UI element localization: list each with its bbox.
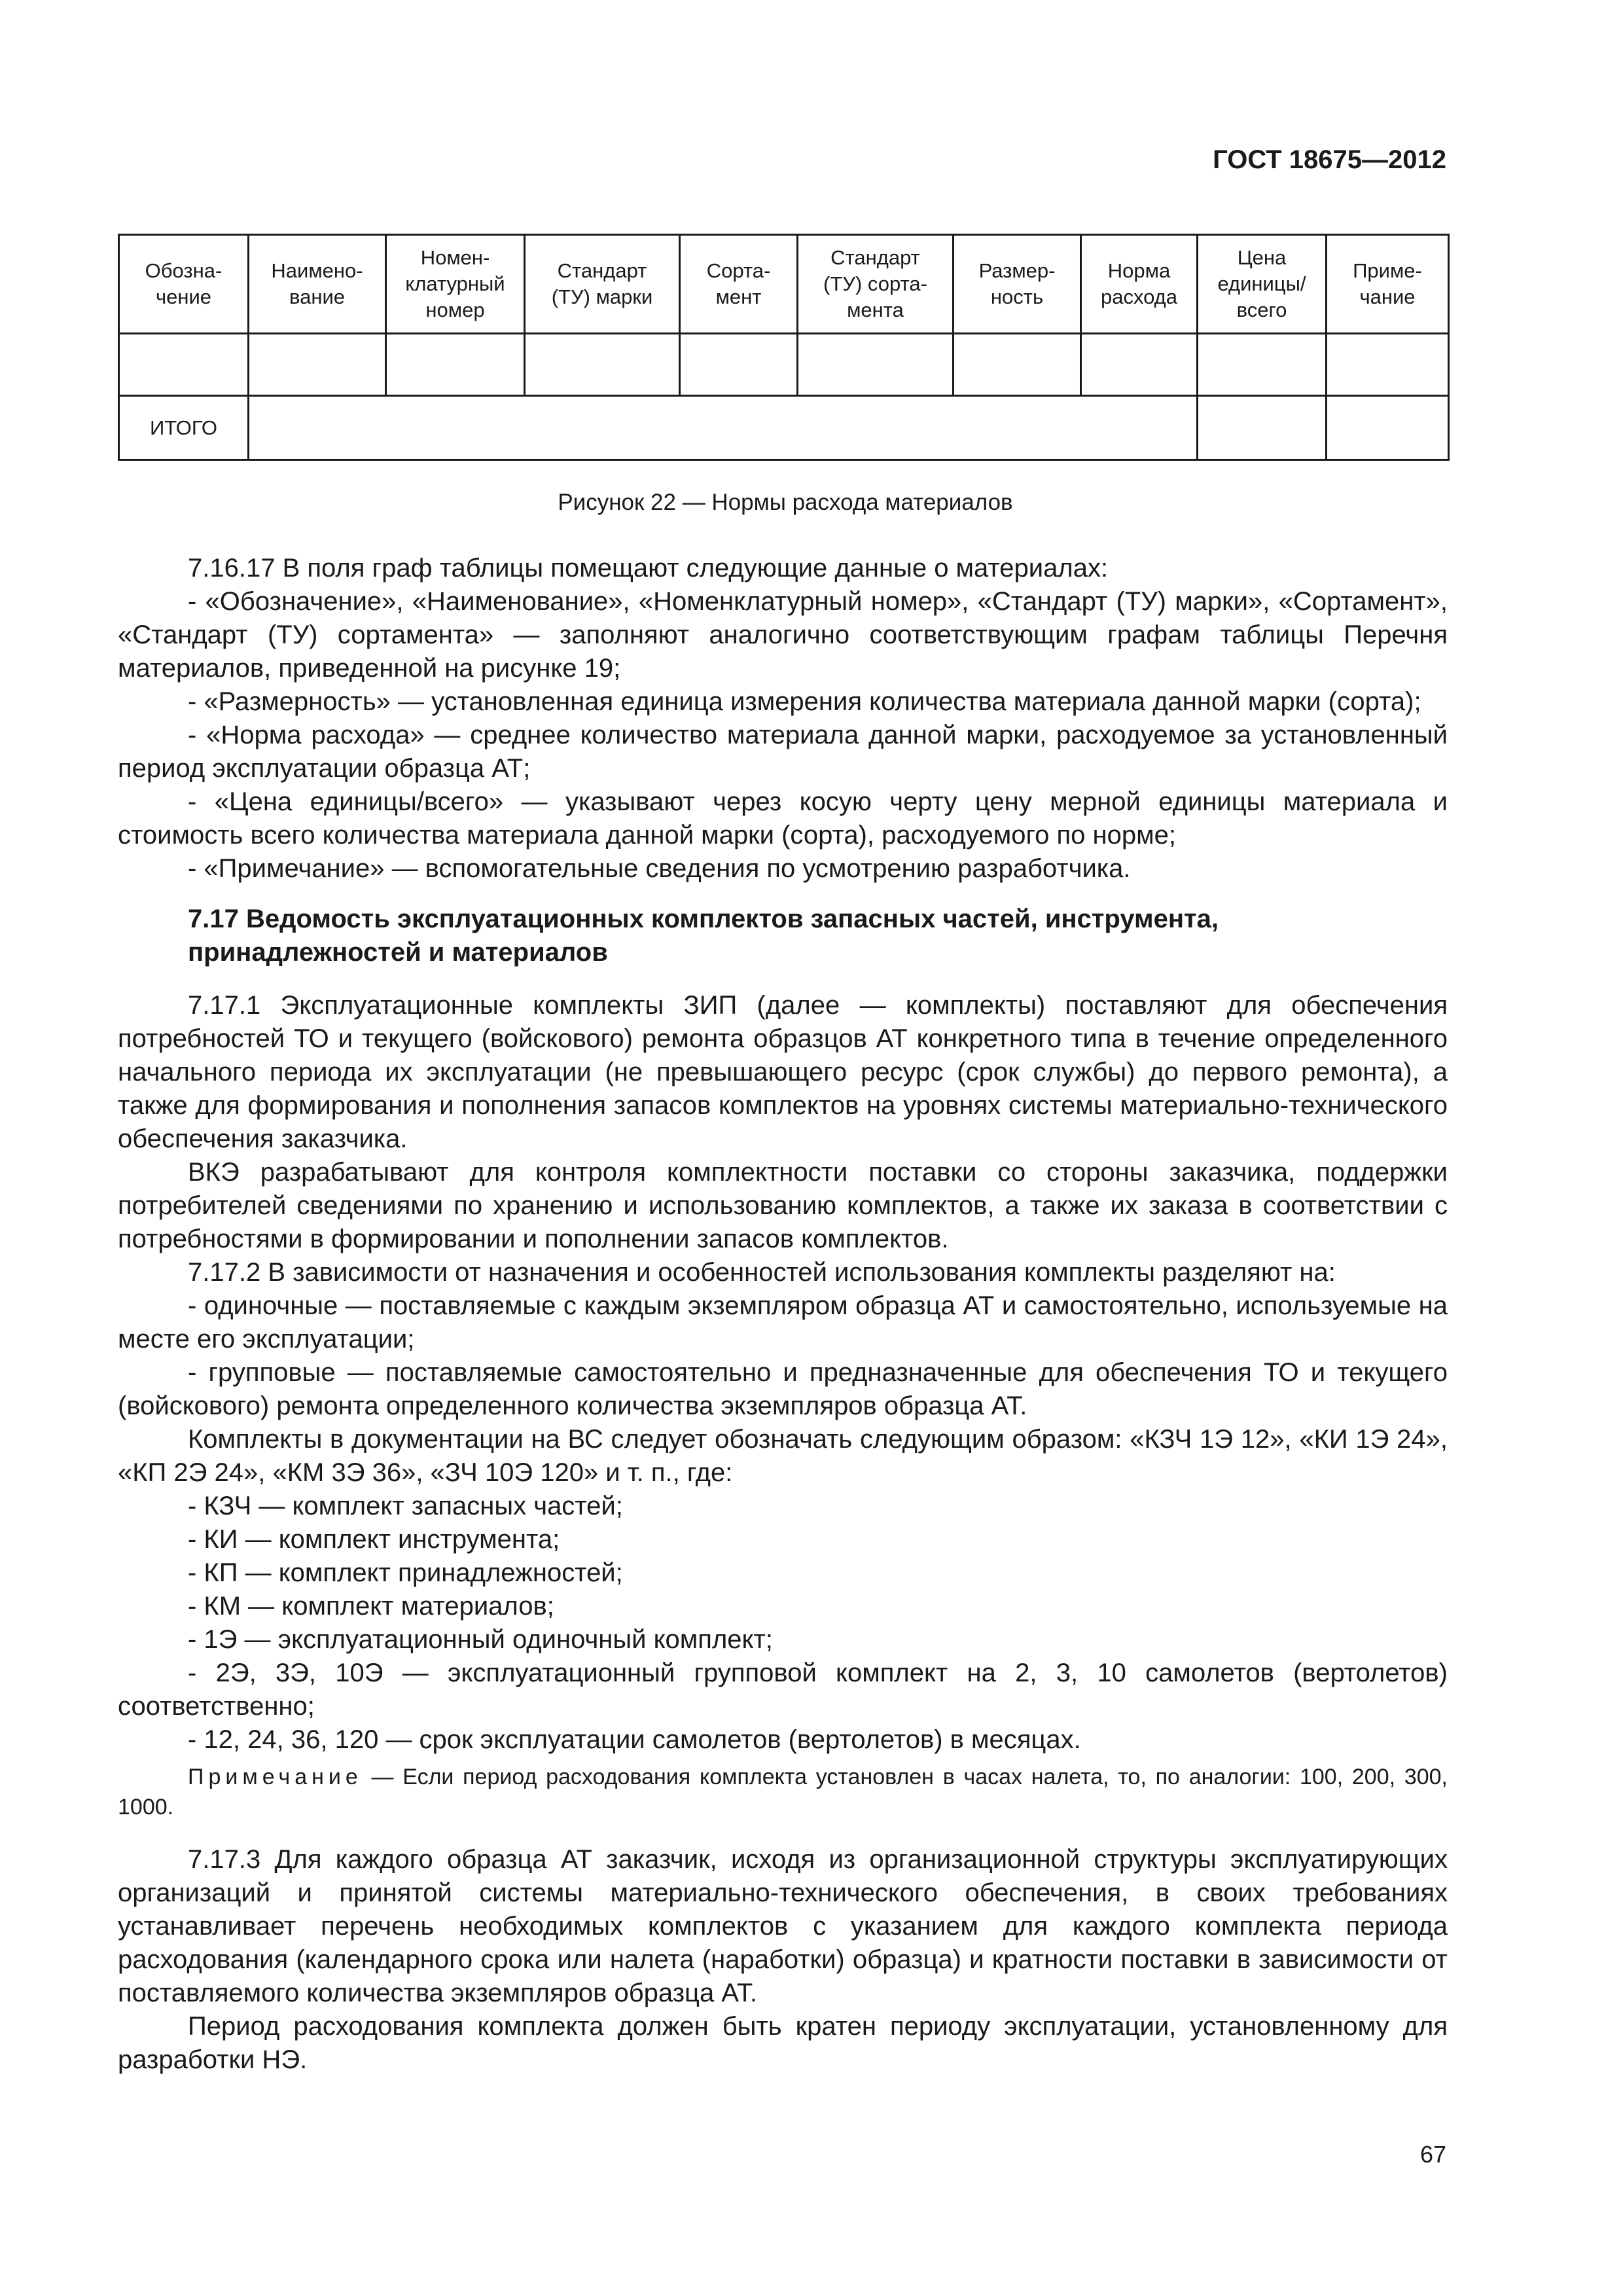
table-row-total (119, 396, 1449, 460)
col-header: Наимено- вание (249, 235, 386, 334)
total-price-cell (1198, 396, 1327, 460)
table-cell (798, 334, 954, 396)
col-header: Номен- клатурный номер (386, 235, 525, 334)
note (118, 1762, 1448, 1822)
list-item: - КМ — комплект материалов; (188, 1592, 554, 1621)
list-item: - КП — комплект принадлежностей; (188, 1558, 623, 1587)
paragraph: 7.16.17 В поля граф таблицы помещают следующие данные о материалах: (188, 554, 1109, 583)
list-item: - «Примечание» — вспомогательные сведения по усмотрению разработчика. (188, 854, 1131, 883)
document-body (118, 552, 1448, 2077)
table-cell (1081, 334, 1198, 396)
paragraph: 7.17.2 В зависимости от назначения и особенностей использования комплекты разделяют на: (188, 1258, 1336, 1287)
col-header: Сорта- мент (680, 235, 798, 334)
table-cell (386, 334, 525, 396)
table-cell (249, 396, 1198, 460)
materials-norms-table (118, 234, 1450, 461)
list-item: - КИ — комплект инструмента; (188, 1525, 560, 1554)
list-item: - одиночные — поставляемые с каждым экземпляром образца АТ и самостоятельно, используемые на месте его эксплуатации; (118, 1291, 1448, 1354)
list-item: - «Норма расхода» — среднее количество материала данной марки, расходуемое за установленный период эксплуатации образца АТ; (118, 721, 1448, 783)
note-label: Примечание (188, 1765, 363, 1789)
table-cell (954, 334, 1081, 396)
table-row-empty (119, 334, 1449, 396)
col-header: Норма расхода (1081, 235, 1198, 334)
table-cell (680, 334, 798, 396)
list-item: - 1Э — эксплуатационный одиночный комплект; (188, 1625, 773, 1654)
list-item: - КЗЧ — комплект запасных частей; (188, 1492, 623, 1520)
paragraph: ВКЭ разрабатывают для контроля комплектности поставки со стороны заказчика, поддержки потребителей сведениями по хранению и использованию комплектов, а также их заказа в соответствии с потребностями в формировании и пополнении запасов комплектов. (118, 1158, 1448, 1253)
list-item: - «Размерность» — установленная единица измерения количества материала данной марки (сорта); (188, 687, 1421, 716)
total-label: ИТОГО (119, 396, 249, 460)
table-cell (1327, 334, 1449, 396)
table-cell (525, 334, 680, 396)
col-header: Стандарт (ТУ) сорта- мента (798, 235, 954, 334)
page-number: 67 (1419, 2141, 1446, 2168)
paragraph: 7.17.3 Для каждого образца АТ заказчик, исходя из организационной структуры эксплуатирующих организаций и принятой системы материально-технического обеспечения, в своих требованиях устанавливает перечень необходимых комплектов с указанием для каждого комплекта периода расходования (календарного срока или налета (наработки) образца) и кратности поставки в зависимости от поставляемого количества экземпляров образца АТ. (118, 1845, 1448, 2007)
document-code: ГОСТ 18675—2012 (1213, 145, 1446, 174)
list-item: - 2Э, 3Э, 10Э — эксплуатационный групповой комплект на 2, 3, 10 самолетов (вертолетов) соответственно; (118, 1659, 1448, 1721)
col-header: Стандарт (ТУ) марки (525, 235, 680, 334)
col-header: Обозна- чение (119, 235, 249, 334)
table-cell (249, 334, 386, 396)
list-item: - 12, 24, 36, 120 — срок эксплуатации самолетов (вертолетов) в месяцах. (188, 1725, 1081, 1754)
col-header: Цена единицы/ всего (1198, 235, 1327, 334)
list-item: - «Обозначение», «Наименование», «Номенклатурный номер», «Стандарт (ТУ) марки», «Сортамент», «Стандарт (ТУ) сортамента» — заполняют аналогично соответствующим графам таблицы Перечня материалов, приведенной на рисунке 19; (118, 587, 1448, 683)
figure-caption: Рисунок 22 — Нормы расхода материалов (558, 490, 1013, 515)
col-header: Размер- ность (954, 235, 1081, 334)
table-header-row (119, 235, 1449, 334)
section-heading: 7.17 Ведомость эксплуатационных комплектов запасных частей, инструмента, принадлежностей и материалов (188, 905, 1219, 967)
table-cell (119, 334, 249, 396)
table-cell (1327, 396, 1449, 460)
paragraph: Комплекты в документации на ВС следует обозначать следующим образом: «КЗЧ 1Э 12», «КИ 1Э 24», «КП 2Э 24», «КМ 3Э 36», «ЗЧ 10Э 120» и т. п., где: (118, 1425, 1448, 1487)
paragraph: 7.17.1 Эксплуатационные комплекты ЗИП (далее — комплекты) поставляют для обеспечения потребностей ТО и текущего (войскового) ремонта образцов АТ конкретного типа в течение определенного начального периода их эксплуатации (не превышающего ресурс (срок службы) до первого ремонта), а также для формирования и пополнения запасов комплектов на уровнях системы материально-технического обеспечения заказчика. (118, 991, 1448, 1153)
list-item: - «Цена единицы/всего» — указывают через косую черту цену мерной единицы материала и стоимость всего количества материала данной марки (сорта), расходуемого по норме; (118, 787, 1448, 850)
table-cell (1198, 334, 1327, 396)
paragraph: Период расходования комплекта должен быть кратен периоду эксплуатации, установленному для разработки НЭ. (118, 2012, 1448, 2074)
note-text: — Если период расходования комплекта установлен в часах налета, то, по аналогии: 100, 200, 300, 1000. (118, 1765, 1448, 1820)
col-header: Приме- чание (1327, 235, 1449, 334)
list-item: - групповые — поставляемые самостоятельно и предназначенные для обеспечения ТО и текущего (войскового) ремонта определенного количества экземпляров образца АТ. (118, 1358, 1448, 1420)
